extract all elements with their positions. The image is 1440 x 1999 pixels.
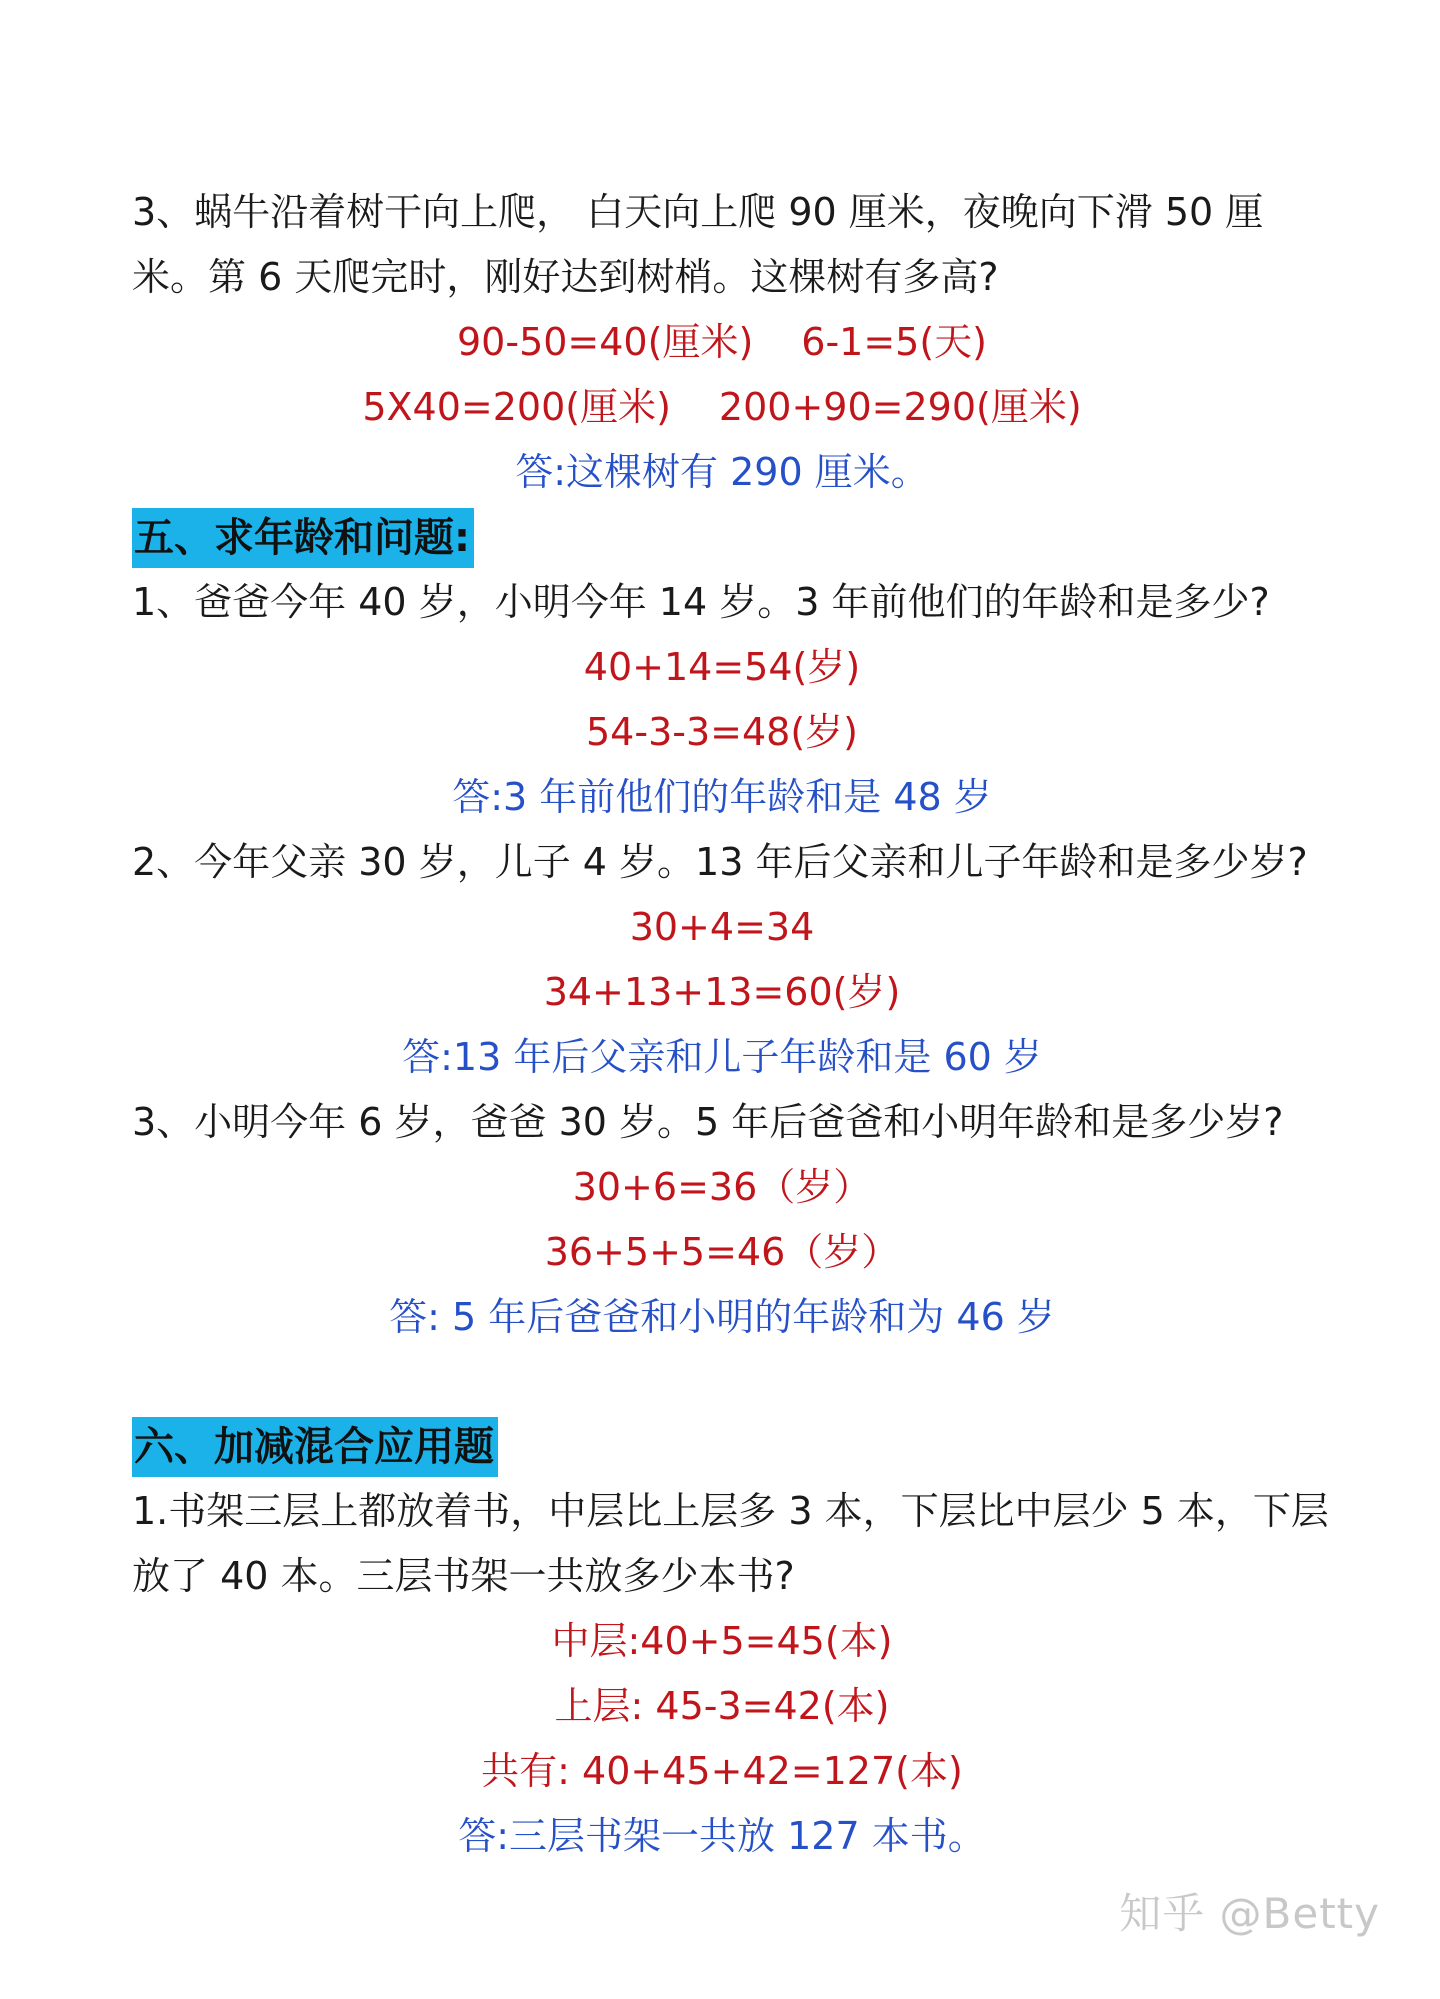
answer-line: 答:3 年前他们的年龄和是 48 岁 <box>452 775 992 819</box>
calculation-step: 90-50=40(厘米) <box>457 320 754 364</box>
calculation-line: 54-3-3=48(岁) <box>586 710 858 754</box>
question-line: 2、今年父亲 30 岁，儿子 4 岁。13 年后父亲和儿子年龄和是多少岁? <box>132 840 1308 884</box>
section-title: 五、求年龄和问题: <box>132 508 474 568</box>
document-page <box>132 180 1329 1869</box>
question-line: 3、小明今年 6 岁，爸爸 30 岁。5 年后爸爸和小明年龄和是多少岁? <box>132 1100 1284 1144</box>
section-title: 六、加减混合应用题 <box>132 1417 498 1477</box>
section-header <box>132 1414 1312 1479</box>
answer-line: 答:13 年后父亲和儿子年龄和是 60 岁 <box>402 1035 1042 1079</box>
calculation-line: 34+13+13=60(岁) <box>543 970 901 1014</box>
answer-line: 答:这棵树有 290 厘米。 <box>515 450 929 494</box>
calculation-line <box>132 375 1312 440</box>
calculation-line: 36+5+5=46（岁） <box>544 1230 900 1274</box>
calculation-line <box>132 310 1312 375</box>
calculation-line: 40+14=54(岁) <box>583 645 861 689</box>
question-line: 1、爸爸今年 40 岁，小明今年 14 岁。3 年前他们的年龄和是多少? <box>132 580 1270 624</box>
calculation-line: 30+6=36（岁） <box>572 1165 872 1209</box>
question-line: 3、蜗牛沿着树干向上爬， 白天向上爬 90 厘米，夜晚向下滑 50 厘 <box>132 190 1264 234</box>
question-line: 放了 40 本。三层书架一共放多少本书? <box>132 1554 795 1598</box>
calculation-line: 上层: 45-3=42(本) <box>554 1684 890 1728</box>
answer-line: 答: 5 年后爸爸和小明的年龄和为 46 岁 <box>389 1295 1055 1339</box>
calculation-step: 6-1=5(天) <box>801 320 987 364</box>
question-line: 1.书架三层上都放着书，中层比上层多 3 本，下层比中层少 5 本，下层 <box>132 1489 1329 1533</box>
calculation-step: 5X40=200(厘米) <box>362 385 671 429</box>
question-line: 米。第 6 天爬完时，刚好达到树梢。这棵树有多高? <box>132 255 999 299</box>
calculation-line: 中层:40+5=45(本) <box>551 1619 893 1663</box>
calculation-step: 200+90=290(厘米) <box>718 385 1082 429</box>
calculation-line: 30+4=34 <box>629 905 815 949</box>
spacer <box>132 1350 1312 1414</box>
watermark: 知乎 @Betty <box>1119 1889 1380 1938</box>
answer-line: 答:三层书架一共放 127 本书。 <box>458 1814 986 1858</box>
section-header <box>132 505 1312 570</box>
calculation-line: 共有: 40+45+42=127(本) <box>481 1749 963 1793</box>
